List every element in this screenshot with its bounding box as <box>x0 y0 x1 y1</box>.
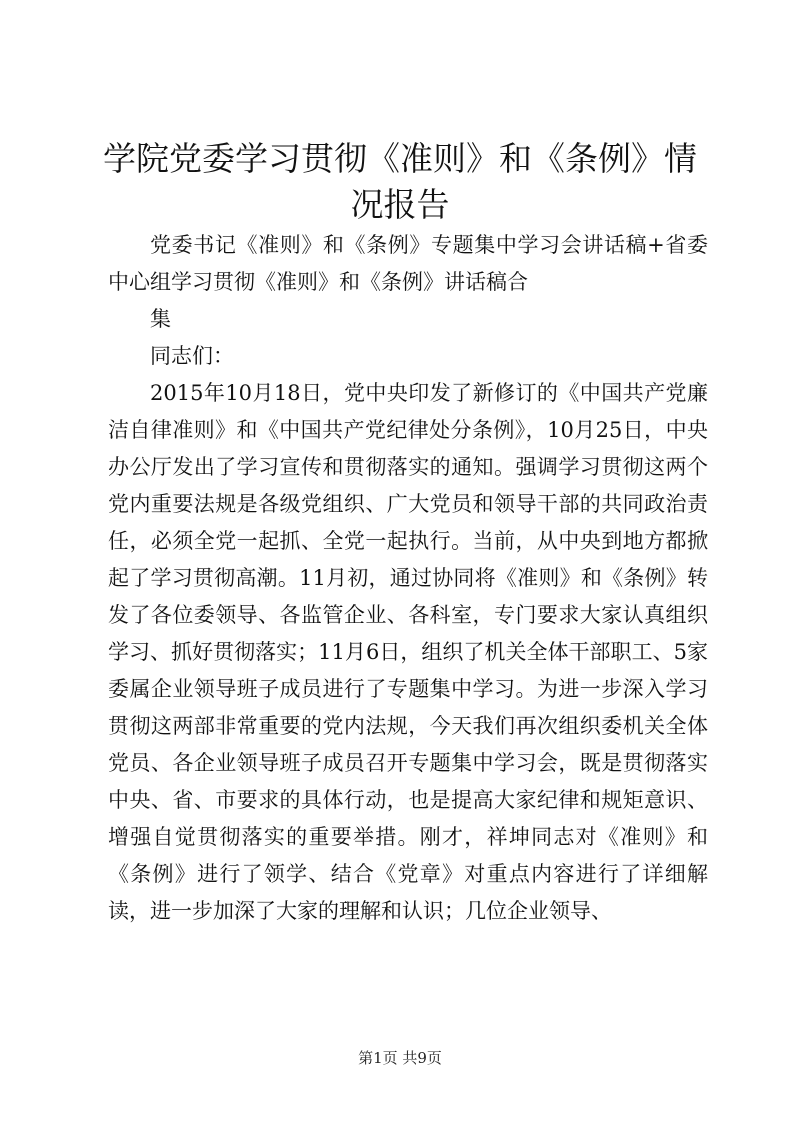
document-title: 学院党委学习贯彻《准则》和《条例》情况报告 <box>103 139 697 224</box>
subtitle-paragraph: 党委书记《准则》和《条例》专题集中学习会讲话稿+省委中心组学习贯彻《准则》和《条例》讲话稿合 <box>108 233 708 294</box>
page-footer: 第1页 共9页 <box>358 1049 442 1067</box>
document-body <box>108 227 708 930</box>
subtitle-continuation: 集 <box>150 307 171 331</box>
body-paragraph: 2015年10月18日，党中央印发了新修订的《中国共产党廉洁自律准则》和《中国共产党纪律处分条例》，10月25日，中央办公厅发出了学习宣传和贯彻落实的通知。强调学习贯彻这两个党内重要法规是各级党组织、广大党员和领导干部的共同政治责任，必须全党一起抓、全党一起执行。当前，从中央到地方都掀起了学习贯彻高潮。11月初，通过协同将《准则》和《条例》转发了各位委领导、各监管企业、各科室，专门要求大家认真组织学习、抓好贯彻落实；11月6日，组织了机关全体干部职工、5家委属企业领导班子成员进行了专题集中学习。为进一步深入学习贯彻这两部非常重要的党内法规，今天我们再次组织委机关全体党员、各企业领导班子成员召开专题集中学习会，既是贯彻落实中央、省、市要求的具体行动，也是提高大家纪律和规矩意识、增强自觉贯彻落实的重要举措。刚才，祥坤同志对《准则》和《条例》进行了领学、结合《党章》对重点内容进行了详细解读，进一步加深了大家的理解和认识；几位企业领导、 <box>108 381 708 923</box>
salutation: 同志们： <box>150 344 234 368</box>
